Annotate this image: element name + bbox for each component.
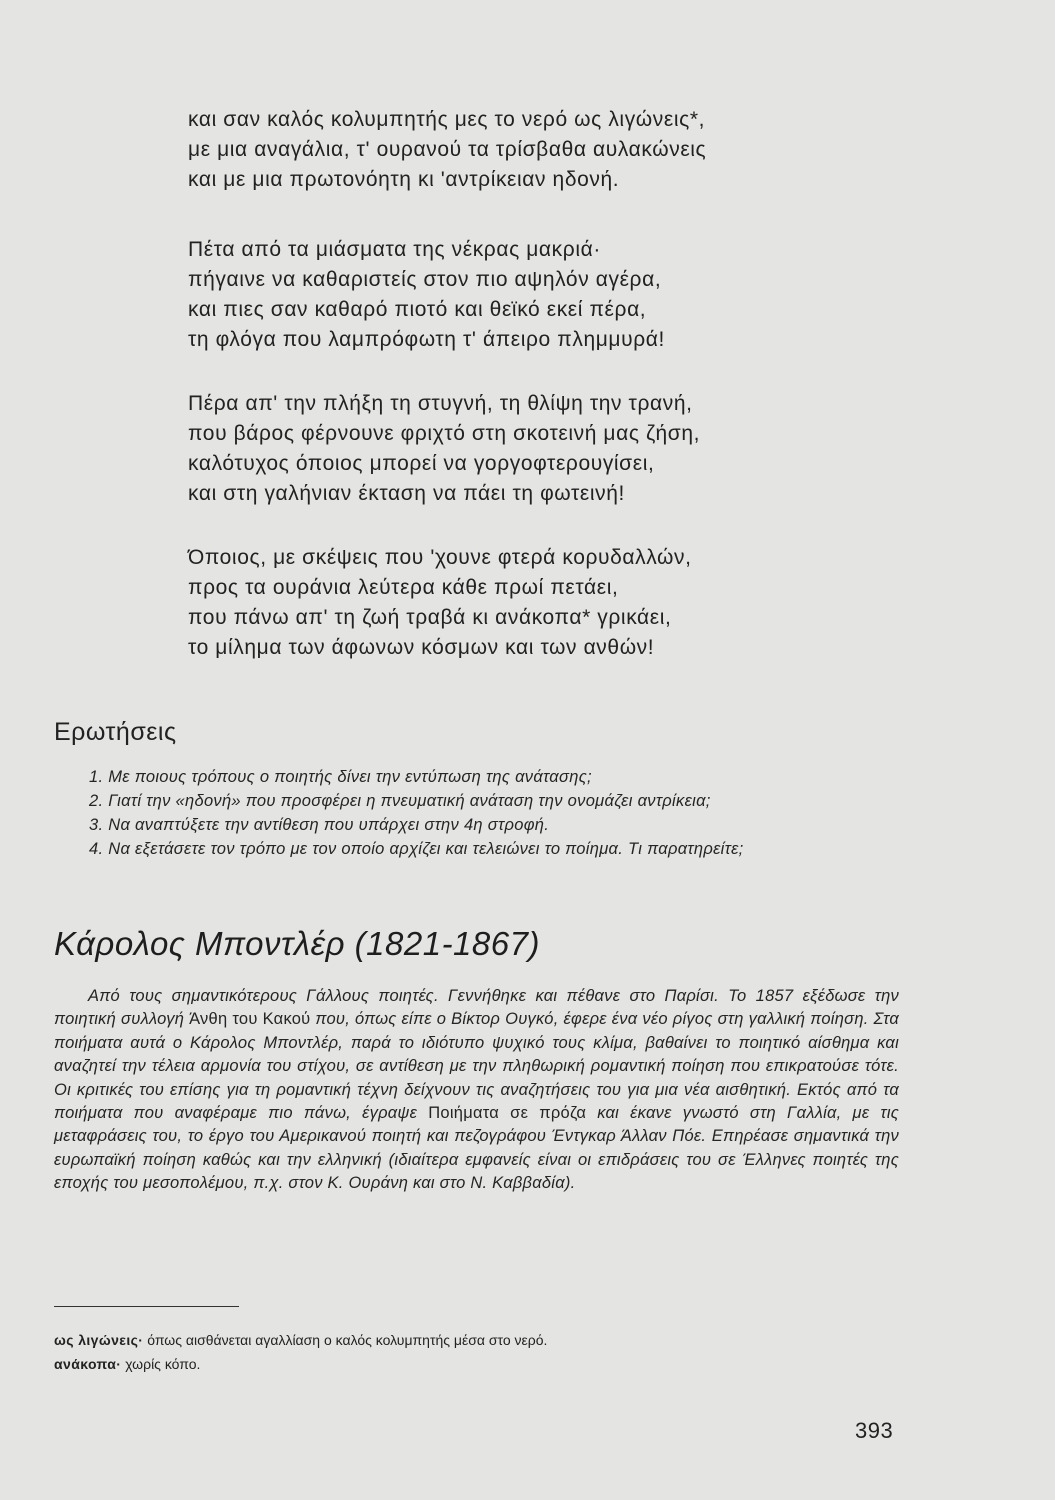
question-item: 2. Γιατί την «ηδονή» που προσφέρει η πνευματική ανάταση την ονομάζει αντρίκεια;	[89, 792, 711, 810]
poem-line: Πέτα από τα μιάσματα της νέκρας μακριά·	[188, 238, 601, 261]
poem-line: προς τα ουράνια λεύτερα κάθε πρωί πετάει,	[188, 576, 619, 599]
bio-text: και έκανε γνωστό στη Γαλλία, με τις μεταφράσεις του, το έργο του Αμερικανού ποιητή και πεζογράφου Έντγκαρ Άλλαν Πόε. Επηρέασε σημαντικά την ευρωπαϊκή ποίηση καθώς και την ελληνική (ιδιαίτερα εμφανείς είναι οι επιδράσεις του σε Έλληνες ποιητές της εποχής του μεσοπολέμου, π.χ. στον Κ. Ουράνη και στο Ν. Καββαδία).	[54, 1104, 900, 1193]
footnote-term: ως λιγώνεις·	[54, 1332, 144, 1348]
poem-line: και με μια πρωτονόητη κι 'αντρίκειαν ηδονή.	[188, 168, 620, 191]
poem-line: και σαν καλός κολυμπητής μες το νερό ως λιγώνεις*,	[188, 108, 706, 131]
footnote	[54, 1328, 547, 1352]
poem	[188, 105, 828, 697]
questions-heading: Ερωτήσεις	[54, 718, 177, 746]
footnote-definition: όπως αισθάνεται αγαλλίαση ο καλός κολυμπητής μέσα στο νερό.	[143, 1332, 548, 1348]
poem-stanza	[188, 389, 828, 509]
poem-line: τη φλόγα που λαμπρόφωτη τ' άπειρο πλημμυρά!	[188, 328, 665, 351]
poem-line: και πιες σαν καθαρό πιοτό και θεϊκό εκεί πέρα,	[188, 298, 647, 321]
page-number: 393	[855, 1418, 894, 1443]
question-item: 4. Να εξετάσετε τον τρόπο με τον οποίο αρχίζει και τελειώνει το ποίημα. Τι παρατηρείτε;	[89, 840, 744, 858]
section-title: Κάρολος Μποντλέρ (1821-1867)	[54, 925, 540, 962]
poem-line: το μίλημα των άφωνων κόσμων και των ανθών!	[188, 636, 655, 659]
poem-line: Πέρα απ' την πλήξη τη στυγνή, τη θλίψη την τρανή,	[188, 392, 693, 415]
poem-line: που βάρος φέρνουνε φριχτό στη σκοτεινή μας ζήση,	[188, 422, 701, 445]
poem-stanza	[188, 543, 828, 663]
poem-line: καλότυχος όποιος μπορεί να γοργοφτερουγίσει,	[188, 452, 655, 475]
book-title: Άνθη του Κακού	[189, 1010, 311, 1029]
question-item: 3. Να αναπτύξετε την αντίθεση που υπάρχει στην 4η στροφή.	[89, 816, 550, 834]
poem-line: που πάνω απ' τη ζωή τραβά κι ανάκοπα* γρικάει,	[188, 606, 672, 629]
footnotes	[54, 1328, 547, 1376]
bio-text: που, όπως είπε ο Βίκτορ Ουγκό, έφερε ένα νέο ρίγος στη γαλλική ποίηση. Στα ποιήματα αυτά ο Κάρολος Μποντλέρ, παρά το ιδιότυπο ψυχικό τους κλίμα, βαθαίνει το ποιητικό αίσθημα και αναζητεί την τέλεια αρμονία του στίχου, σε αντίθεση με την πληθωρική ρομαντική ποίηση που επικρατούσε τότε. Οι κριτικές του επίσης για τη ρομαντική τέχνη δείχνουν τις αναζητήσεις του για μια νέα αισθητική. Εκτός από τα ποιήματα που αναφέραμε πιο πάνω, έγραψε	[54, 1010, 899, 1123]
poem-line: και στη γαλήνιαν έκταση να πάει τη φωτεινή!	[188, 482, 625, 505]
bio-text: Από τους σημαντικότερους Γάλλους ποιητές. Γεννήθηκε και πέθανε στο Παρίσι. Το 1857 εξέδωσε την ποιητική συλλογή	[54, 987, 899, 1029]
question-item: 1. Με ποιους τρόπους ο ποιητής δίνει την εντύπωση της ανάτασης;	[89, 768, 592, 786]
poem-stanza	[188, 235, 828, 355]
book-title: Ποιήματα σε πρόζα	[428, 1104, 587, 1123]
biography-paragraph	[54, 985, 899, 1196]
poem-line: με μια αναγάλια, τ' ουρανού τα τρίσβαθα αυλακώνεις	[188, 138, 707, 161]
poem-stanza	[188, 105, 828, 195]
poem-line: Όποιος, με σκέψεις που 'χουνε φτερά κορυδαλλών,	[188, 546, 692, 569]
footnote	[54, 1352, 547, 1376]
questions-list	[54, 765, 904, 861]
footnote-divider	[54, 1306, 239, 1307]
footnote-definition: χωρίς κόπο.	[121, 1356, 201, 1372]
poem-line: πήγαινε να καθαριστείς στον πιο αψηλόν αγέρα,	[188, 268, 662, 291]
footnote-term: ανάκοπα·	[54, 1356, 122, 1372]
